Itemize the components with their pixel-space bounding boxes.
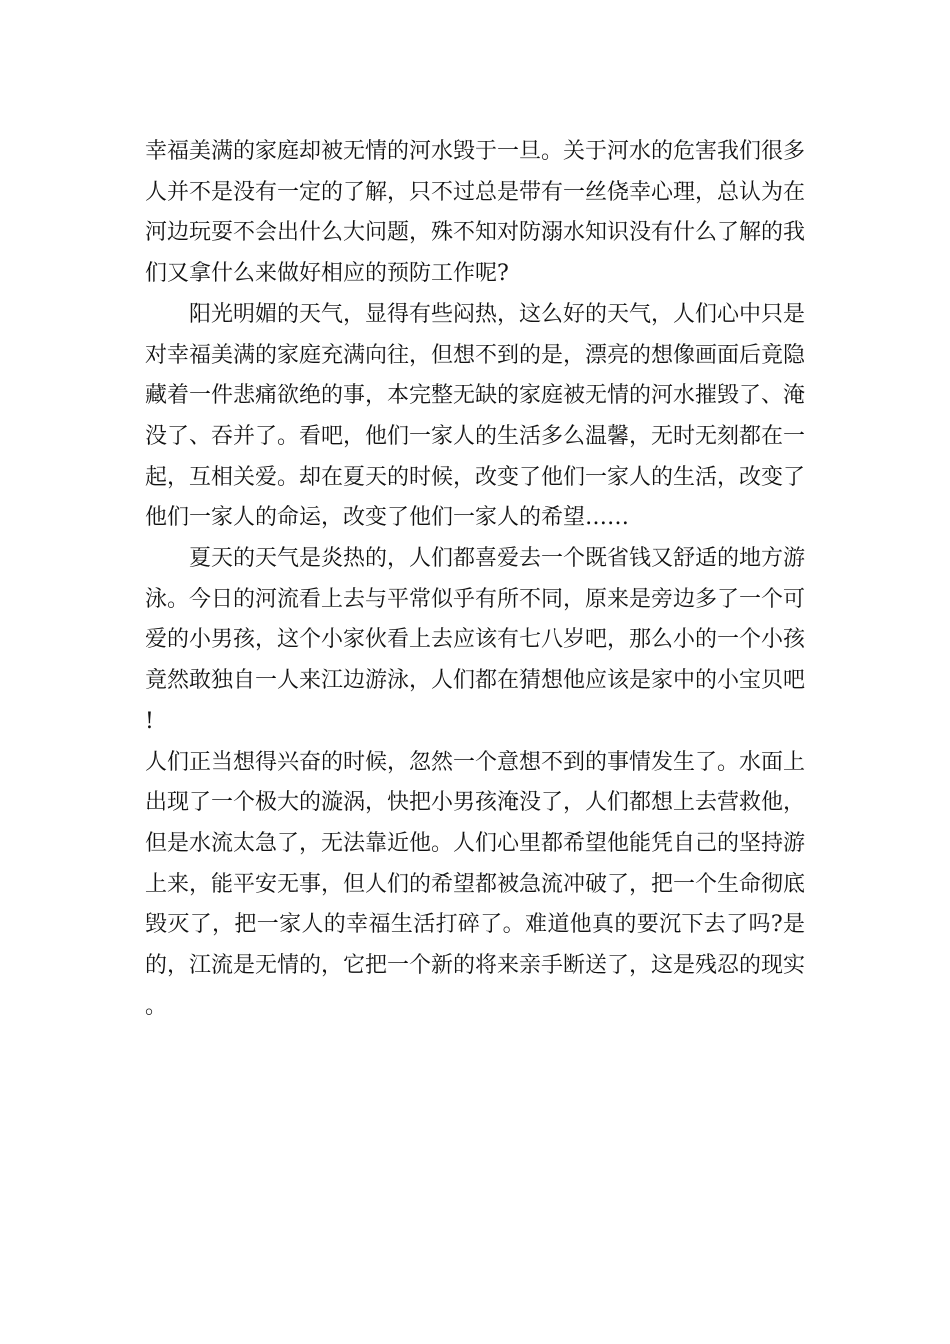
paragraph-3: 夏天的天气是炎热的，人们都喜爱去一个既省钱又舒适的地方游泳。今日的河流看上去与平常似乎有所不同，原来是旁边多了一个可爱的小男孩，这个小家伙看上去应该有七八岁吧，那么小的一个小孩竟然敢独自一人来江边游泳，人们都在猜想他应该是家中的小宝贝吧! xyxy=(145,546,806,734)
paragraph-2: 阳光明媚的天气，显得有些闷热，这么好的天气，人们心中只是对幸福美满的家庭充满向往，但想不到的是，漂亮的想像画面后竟隐藏着一件悲痛欲绝的事，本完整无缺的家庭被无情的河水摧毁了、淹没了、吞并了。看吧，他们一家人的生活多么温馨，无时无刻都在一起，互相关爱。却在夏天的时候，改变了他们一家人的生活，改变了他们一家人的命运，改变了他们一家人的希望…… xyxy=(145,301,806,531)
document-page xyxy=(145,132,805,1027)
paragraph-4: 人们正当想得兴奋的时候，忽然一个意想不到的事情发生了。水面上出现了一个极大的漩涡，快把小男孩淹没了，人们都想上去营救他，但是水流太急了，无法靠近他。人们心里都希望他能凭自己的坚持游上来，能平安无事，但人们的希望都被急流冲破了，把一个生命彻底毁灭了，把一家人的幸福生活打碎了。难道他真的要沉下去了吗?是的，江流是无情的，它把一个新的将来亲手断送了，这是残忍的现实。 xyxy=(145,749,806,1019)
paragraph-1: 幸福美满的家庭却被无情的河水毁于一旦。关于河水的危害我们很多人并不是没有一定的了解，只不过总是带有一丝侥幸心理，总认为在河边玩耍不会出什么大问题，殊不知对防溺水知识没有什么了解的我们又拿什么来做好相应的预防工作呢? xyxy=(145,139,806,287)
